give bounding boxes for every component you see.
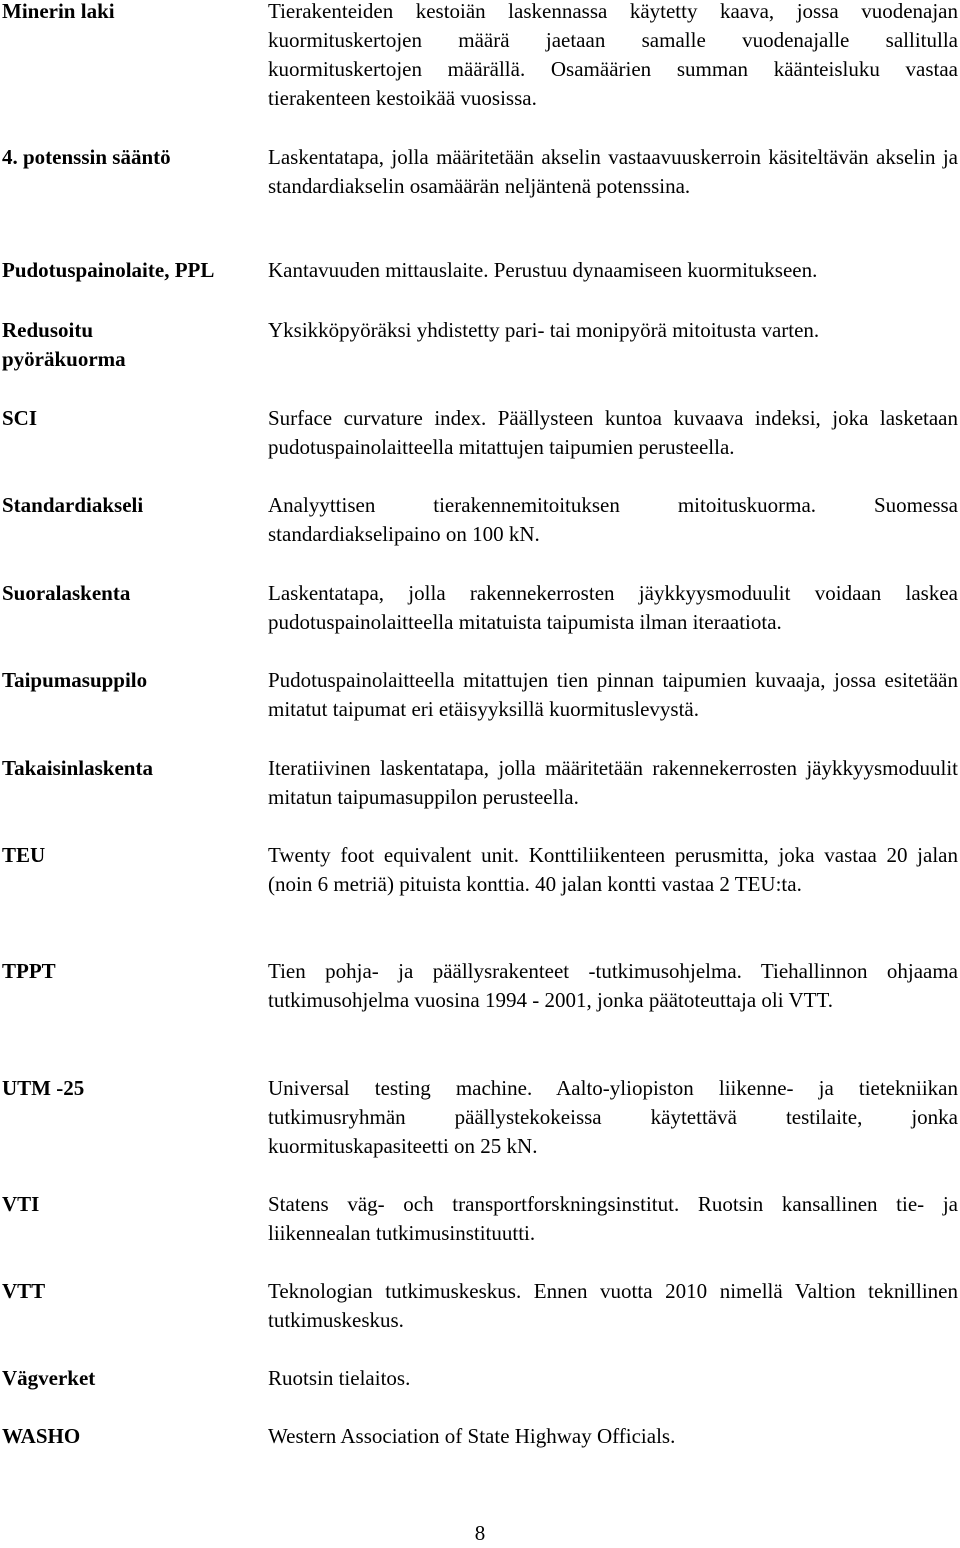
glossary-definition: Analyyttisen tierakennemitoituksen mitoituskuorma. Suomessa standardiakselipaino on 100 kN. — [268, 493, 958, 546]
glossary-term: Redusoitu pyöräkuorma — [2, 318, 126, 371]
glossary-entry-tppt — [2, 957, 958, 1015]
glossary-entry-pudotuspainolaite — [2, 256, 958, 285]
glossary-term: TEU — [2, 843, 46, 867]
glossary-definition: Western Association of State Highway Officials. — [268, 1424, 676, 1448]
glossary-definition: Statens väg- och transportforskningsinstitut. Ruotsin kansallinen tie- ja liikennealan tutkimusinstituutti. — [268, 1192, 958, 1245]
page-number: 8 — [474, 1521, 486, 1545]
glossary-entry-vti — [2, 1190, 958, 1248]
glossary-term: TPPT — [2, 959, 56, 983]
glossary-entry-vagverket — [2, 1364, 958, 1393]
glossary-term: Takaisinlaskenta — [2, 756, 153, 780]
glossary-term: Taipumasuppilo — [2, 668, 148, 692]
glossary-definition: Universal testing machine. Aalto-yliopiston liikenne- ja tietekniikan tutkimusryhmän päällystekokeissa käytettävä testilaite, jonka kuormituskapasiteetti on 25 kN. — [268, 1076, 958, 1158]
glossary-term: 4. potenssin sääntö — [2, 145, 171, 169]
glossary-definition: Tierakenteiden kestoiän laskennassa käytetty kaava, jossa vuodenajan kuormituskertojen määrä jaetaan samalle vuodenajalle sallitulla kuormituskertojen määrällä. Osamäärien summan käänteisluku vastaa tierakenteen kestoikää vuosissa. — [268, 0, 958, 110]
glossary-definition: Yksikköpyöräksi yhdistetty pari- tai monipyörä mitoitusta varten. — [268, 318, 820, 342]
glossary-term: WASHO — [2, 1424, 81, 1448]
glossary-term: Pudotuspainolaite, PPL — [2, 258, 215, 282]
glossary-entry-taipumasuppilo — [2, 666, 958, 724]
glossary-entry-minerin-laki — [2, 0, 958, 113]
glossary-term: Suoralaskenta — [2, 581, 131, 605]
glossary-entry-suoralaskenta — [2, 579, 958, 637]
glossary-entry-teu — [2, 841, 958, 899]
glossary-entry-vtt — [2, 1277, 958, 1335]
glossary-term: Vägverket — [2, 1366, 96, 1390]
glossary-definition: Tien pohja- ja päällysrakenteet -tutkimusohjelma. Tiehallinnon ohjaama tutkimusohjelma vuosina 1994 - 2001, jonka päätoteuttaja oli VTT. — [268, 959, 958, 1012]
glossary-term: VTT — [2, 1279, 46, 1303]
glossary-entry-takaisinlaskenta — [2, 754, 958, 812]
glossary-definition: Ruotsin tielaitos. — [268, 1366, 411, 1390]
glossary-entry-sci — [2, 404, 958, 462]
glossary-definition: Pudotuspainolaitteella mitattujen tien pinnan taipumien kuvaaja, jossa esitetään mitatut taipumat eri etäisyyksillä kuormituslevystä. — [268, 668, 958, 721]
glossary-entry-utm-25 — [2, 1074, 958, 1161]
glossary-definition: Teknologian tutkimuskeskus. Ennen vuotta 2010 nimellä Valtion teknillinen tutkimuskeskus. — [268, 1279, 958, 1332]
glossary-entry-standardiakseli — [2, 491, 958, 549]
glossary-entry-washo — [2, 1422, 958, 1451]
glossary-term: SCI — [2, 406, 38, 430]
glossary-definition: Laskentatapa, jolla määritetään akselin vastaavuuskerroin käsiteltävän akselin ja standardiakselin osamäärän neljäntenä potenssina. — [268, 145, 958, 198]
glossary-definition: Kantavuuden mittauslaite. Perustuu dynaamiseen kuormitukseen. — [268, 258, 818, 282]
glossary-definition: Laskentatapa, jolla rakennekerrosten jäykkyysmoduulit voidaan laskea pudotuspainolaitteella mitatuista taipumista ilman iteraatiota. — [268, 581, 958, 634]
glossary-entry-4-potenssin-saanto — [2, 143, 958, 201]
glossary-definition: Twenty foot equivalent unit. Konttiliikenteen perusmitta, joka vastaa 20 jalan (noin 6 metriä) pituista konttia. 40 jalan kontti vastaa 2 TEU:ta. — [268, 843, 958, 896]
glossary-entry-redusoitu-pyorakuorma — [2, 316, 958, 374]
glossary-term: UTM -25 — [2, 1076, 85, 1100]
glossary-term: VTI — [2, 1192, 40, 1216]
glossary-definition: Iteratiivinen laskentatapa, jolla määritetään rakennekerrosten jäykkyysmoduulit mitatun taipumasuppilon perusteella. — [268, 756, 958, 809]
glossary-term: Minerin laki — [2, 0, 115, 23]
glossary-term: Standardiakseli — [2, 493, 144, 517]
glossary-definition: Surface curvature index. Päällysteen kuntoa kuvaava indeksi, joka lasketaan pudotuspainolaitteella mitattujen taipumien perusteella. — [268, 406, 958, 459]
